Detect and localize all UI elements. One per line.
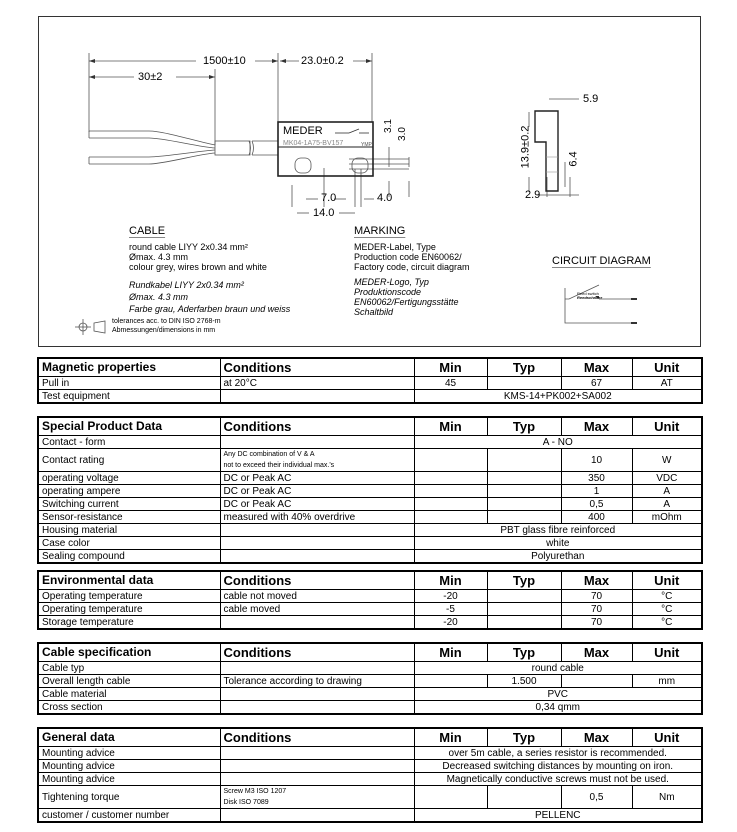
cell-cond <box>220 524 414 537</box>
cell-name: Sealing compound <box>38 550 220 564</box>
marking-note-line: Schaltbild <box>354 307 394 317</box>
tolerance-line: Abmessungen/dimensions in mm <box>112 327 216 334</box>
column-header: Unit <box>632 571 702 590</box>
cable-notes-en <box>129 242 267 272</box>
cell-name: Mounting advice <box>38 760 220 773</box>
tolerance-line: tolerances acc. to DIN ISO 2768-m <box>112 318 221 325</box>
cell-span: white <box>414 537 702 550</box>
cell-min: 45 <box>414 377 487 390</box>
column-header: Unit <box>632 728 702 747</box>
table-row <box>38 449 702 472</box>
cell-cond <box>220 688 414 701</box>
cell-unit: W <box>632 449 702 472</box>
dim-side-width: 5.9 <box>583 93 599 105</box>
cell-min <box>414 675 487 688</box>
table-row <box>38 675 702 688</box>
cable-heading: CABLE <box>129 225 166 237</box>
marking-notes-en <box>354 242 470 272</box>
cell-cond: Tolerance according to drawing <box>220 675 414 688</box>
cell-cond <box>220 747 414 760</box>
cell-cond <box>220 760 414 773</box>
cell-cond <box>220 662 414 675</box>
cell-unit: mOhm <box>632 511 702 524</box>
column-header: General data <box>38 728 220 747</box>
marking-note-line: Production code EN60062/ <box>354 252 462 262</box>
table-row <box>38 747 702 760</box>
cell-span: KMS-14+PK002+SA002 <box>414 390 702 404</box>
cell-cond <box>220 390 414 404</box>
cell-min <box>414 498 487 511</box>
tolerance-note <box>112 317 221 335</box>
cell-max: 350 <box>561 472 632 485</box>
cell-unit: Nm <box>632 786 702 809</box>
dim-cable-length: 1500±10 <box>203 55 246 67</box>
column-header: Conditions <box>220 728 414 747</box>
cell-span: Decreased switching distances by mounting on iron. <box>414 760 702 773</box>
table-row <box>38 390 702 404</box>
column-header: Special Product Data <box>38 417 220 436</box>
cell-min <box>414 485 487 498</box>
cell-cond: at 20°C <box>220 377 414 390</box>
column-header: Max <box>561 358 632 377</box>
cell-cond <box>220 809 414 823</box>
dim-3-1: 3.1 <box>382 119 394 133</box>
cell-typ <box>487 616 561 630</box>
column-header: Min <box>414 571 487 590</box>
column-header: Typ <box>487 571 561 590</box>
cell-cond: measured with 40% overdrive <box>220 511 414 524</box>
column-header: Min <box>414 728 487 747</box>
table-row <box>38 616 702 630</box>
cell-min <box>414 449 487 472</box>
cond-line: Any DC combination of V & A <box>223 451 315 458</box>
cell-max: 70 <box>561 590 632 603</box>
dim-side-2-9: 2.9 <box>525 189 541 201</box>
environmental-data-table <box>37 570 703 630</box>
dim-side-height: 13.9±0.2 <box>519 125 532 169</box>
cell-name: Mounting advice <box>38 747 220 760</box>
cell-min <box>414 511 487 524</box>
table-row <box>38 550 702 564</box>
column-header: Unit <box>632 643 702 662</box>
cell-cond <box>220 786 414 809</box>
cell-typ <box>487 786 561 809</box>
cell-max: 10 <box>561 449 632 472</box>
cell-typ <box>487 377 561 390</box>
cell-min: -20 <box>414 616 487 630</box>
cell-max: 70 <box>561 616 632 630</box>
cell-cond: DC or Peak AC <box>220 498 414 511</box>
cable-note-line: Farbe grau, Aderfarben braun und weiss <box>129 304 291 314</box>
cell-cond <box>220 616 414 630</box>
cell-span: over 5m cable, a series resistor is recommended. <box>414 747 702 760</box>
cell-span: PVC <box>414 688 702 701</box>
cell-span: 0,34 qmm <box>414 701 702 715</box>
column-header: Unit <box>632 417 702 436</box>
cell-cond: cable moved <box>220 603 414 616</box>
table-row <box>38 511 702 524</box>
table-header-row <box>38 571 702 590</box>
cable-note-line: colour grey, wires brown and white <box>129 262 267 272</box>
table-header-row <box>38 643 702 662</box>
cable-note-line: Rundkabel LIYY 2x0.34 mm² <box>129 280 244 290</box>
table-row <box>38 498 702 511</box>
dim-4-0: 4.0 <box>377 192 393 204</box>
cell-min: -20 <box>414 590 487 603</box>
cell-typ <box>487 590 561 603</box>
label-code: YMP <box>361 142 372 148</box>
table-row <box>38 524 702 537</box>
cell-unit: VDC <box>632 472 702 485</box>
cell-typ <box>487 472 561 485</box>
cell-name: Operating temperature <box>38 590 220 603</box>
column-header: Min <box>414 417 487 436</box>
marking-heading: MARKING <box>354 225 406 237</box>
table-row <box>38 436 702 449</box>
cell-span: round cable <box>414 662 702 675</box>
column-header: Max <box>561 417 632 436</box>
cell-name: Mounting advice <box>38 773 220 786</box>
marking-note-line: MEDER-Logo, Typ <box>354 277 429 287</box>
cell-max: 400 <box>561 511 632 524</box>
cell-min <box>414 786 487 809</box>
cell-typ: 1.500 <box>487 675 561 688</box>
cell-name: Test equipment <box>38 390 220 404</box>
cell-min: -5 <box>414 603 487 616</box>
cell-name: operating ampere <box>38 485 220 498</box>
column-header: Conditions <box>220 358 414 377</box>
table-row <box>38 760 702 773</box>
column-header: Conditions <box>220 643 414 662</box>
cell-max: 67 <box>561 377 632 390</box>
cell-cond <box>220 773 414 786</box>
table-header-row <box>38 417 702 436</box>
general-data-table <box>37 727 703 823</box>
cell-typ <box>487 511 561 524</box>
cell-span: A - NO <box>414 436 702 449</box>
cell-max: 1 <box>561 485 632 498</box>
cable-note-line: Ømax. 4.3 mm <box>129 252 189 262</box>
cell-cond <box>220 701 414 715</box>
column-header: Typ <box>487 728 561 747</box>
cable-note-line: Ømax. 4.3 mm <box>129 292 189 302</box>
dim-side-6-4: 6.4 <box>567 151 580 167</box>
dim-body-length: 23.0±0.2 <box>301 55 344 67</box>
cell-max: 70 <box>561 603 632 616</box>
column-header: Min <box>414 358 487 377</box>
marking-note-line: Factory code, circuit diagram <box>354 262 470 272</box>
cell-unit: °C <box>632 616 702 630</box>
cell-unit: A <box>632 498 702 511</box>
circuit-heading: CIRCUIT DIAGRAM <box>552 255 651 267</box>
table-row <box>38 773 702 786</box>
marking-note-line: EN60062/Fertigungsstätte <box>354 297 459 307</box>
cell-name: Housing material <box>38 524 220 537</box>
cell-cond <box>220 436 414 449</box>
column-header: Max <box>561 728 632 747</box>
table-row <box>38 662 702 675</box>
cell-typ <box>487 498 561 511</box>
cell-cond: cable not moved <box>220 590 414 603</box>
cell-span: PELLENC <box>414 809 702 823</box>
label-part-number: MK04-1A75-BV157 <box>283 140 344 147</box>
technical-drawing <box>38 16 701 347</box>
cell-span: Polyurethan <box>414 550 702 564</box>
table-row <box>38 377 702 390</box>
column-header: Typ <box>487 417 561 436</box>
cell-max <box>561 675 632 688</box>
cell-typ <box>487 603 561 616</box>
cell-unit: °C <box>632 590 702 603</box>
column-header: Cable specification <box>38 643 220 662</box>
cell-name: Cross section <box>38 701 220 715</box>
column-header: Max <box>561 571 632 590</box>
dim-14-0: 14.0 <box>313 207 335 219</box>
cell-name: Contact rating <box>38 449 220 472</box>
cell-cond: DC or Peak AC <box>220 485 414 498</box>
table-header-row <box>38 358 702 377</box>
cell-name: operating voltage <box>38 472 220 485</box>
cell-unit: °C <box>632 603 702 616</box>
magnetic-properties-table <box>37 357 703 404</box>
cond-line: Disk ISO 7089 <box>223 799 269 806</box>
cell-name: Contact - form <box>38 436 220 449</box>
cell-name: customer / customer number <box>38 809 220 823</box>
table-row <box>38 485 702 498</box>
circuit-label-en: Reed switch <box>577 291 599 296</box>
cell-min <box>414 472 487 485</box>
cell-unit: A <box>632 485 702 498</box>
cell-span: PBT glass fibre reinforced <box>414 524 702 537</box>
cell-name: Overall length cable <box>38 675 220 688</box>
cell-unit: mm <box>632 675 702 688</box>
table-row <box>38 472 702 485</box>
special-product-data-table <box>37 416 703 564</box>
column-header: Unit <box>632 358 702 377</box>
column-header: Typ <box>487 643 561 662</box>
table-row <box>38 786 702 809</box>
column-header: Conditions <box>220 571 414 590</box>
cell-name: Tightening torque <box>38 786 220 809</box>
cell-name: Sensor-resistance <box>38 511 220 524</box>
cell-name: Storage temperature <box>38 616 220 630</box>
cell-name: Cable material <box>38 688 220 701</box>
cell-name: Switching current <box>38 498 220 511</box>
table-row <box>38 537 702 550</box>
column-header: Environmental data <box>38 571 220 590</box>
label-brand: MEDER <box>283 125 323 137</box>
column-header: Typ <box>487 358 561 377</box>
marking-notes-de <box>354 277 459 317</box>
cell-cond: DC or Peak AC <box>220 472 414 485</box>
table-row <box>38 701 702 715</box>
cell-name: Operating temperature <box>38 603 220 616</box>
column-header: Max <box>561 643 632 662</box>
cell-max: 0,5 <box>561 786 632 809</box>
column-header: Conditions <box>220 417 414 436</box>
table-row <box>38 809 702 823</box>
cable-notes-de <box>129 279 290 315</box>
cond-line: Screw M3 ISO 1207 <box>223 788 287 795</box>
circuit-label <box>577 292 602 300</box>
table-header-row <box>38 728 702 747</box>
column-header: Magnetic properties <box>38 358 220 377</box>
cell-max: 0,5 <box>561 498 632 511</box>
dim-3-0: 3.0 <box>396 127 408 141</box>
cell-name: Pull in <box>38 377 220 390</box>
table-row <box>38 603 702 616</box>
cell-typ <box>487 449 561 472</box>
dim-7-0: 7.0 <box>321 192 337 204</box>
cell-cond <box>220 550 414 564</box>
cell-span: Magnetically conductive screws must not be used. <box>414 773 702 786</box>
dim-strip-length: 30±2 <box>138 71 163 83</box>
cell-cond <box>220 449 414 472</box>
cell-unit: AT <box>632 377 702 390</box>
cell-cond <box>220 537 414 550</box>
cell-name: Cable typ <box>38 662 220 675</box>
column-header: Min <box>414 643 487 662</box>
table-row <box>38 590 702 603</box>
cable-note-line: round cable LIYY 2x0.34 mm² <box>129 242 248 252</box>
table-row <box>38 688 702 701</box>
marking-note-line: Produktionscode <box>354 287 422 297</box>
marking-note-line: MEDER-Label, Type <box>354 242 436 252</box>
cell-typ <box>487 485 561 498</box>
cable-specification-table <box>37 642 703 715</box>
circuit-label-de: Reedschalter <box>577 295 603 300</box>
cell-name: Case color <box>38 537 220 550</box>
cond-line: not to exceed their individual max.'s <box>223 462 335 469</box>
